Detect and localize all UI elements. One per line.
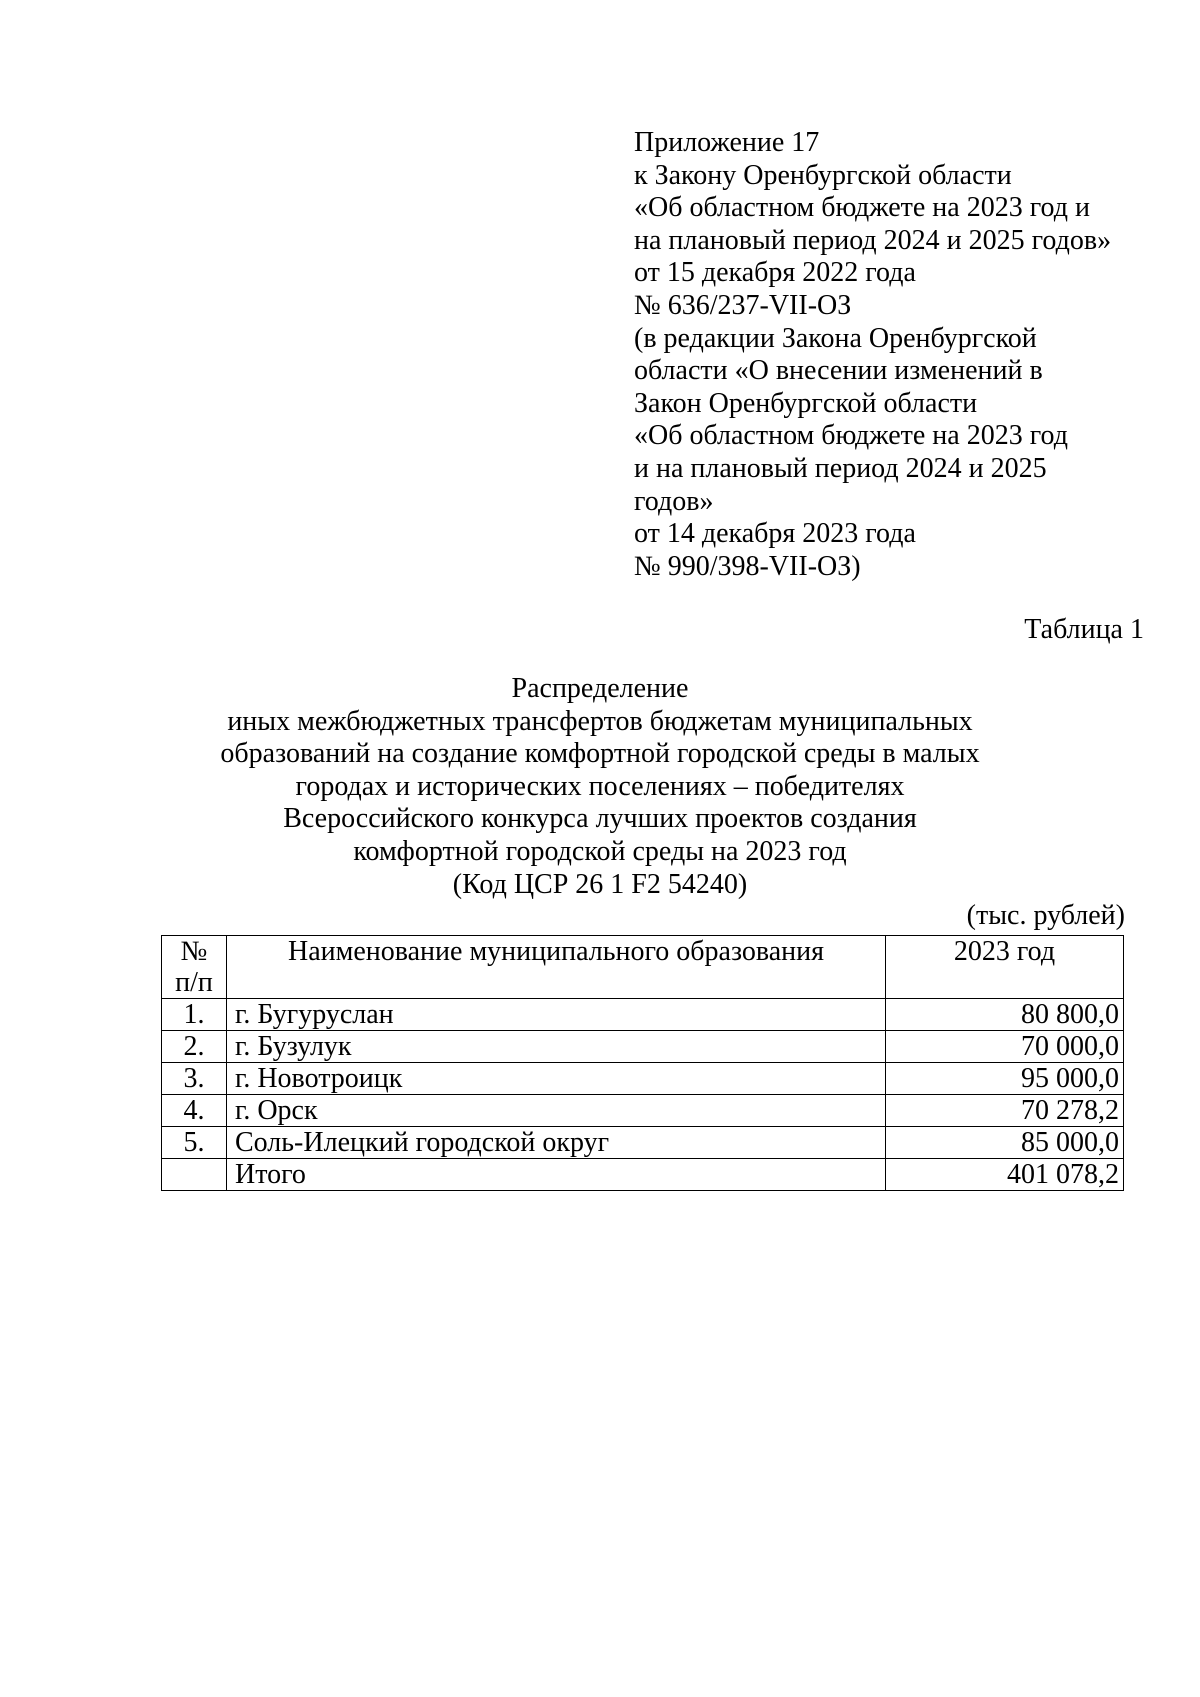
total-label: Итого — [227, 1159, 886, 1191]
appendix-line: на плановый период 2024 и 2025 годов» — [634, 224, 1112, 256]
appendix-line: области «О внесении изменений в — [634, 355, 1043, 387]
table-row — [162, 1063, 1124, 1095]
appendix-line: годов» — [634, 485, 714, 517]
appendix-line: к Закону Оренбургской области — [634, 159, 1012, 191]
row-value: 95 000,0 — [886, 1063, 1124, 1095]
heading-line: городах и исторических поселениях – победителях — [295, 770, 905, 802]
table-header-row — [162, 936, 1124, 999]
total-number — [162, 1159, 227, 1191]
row-number: 3. — [162, 1063, 227, 1095]
heading-line: образований на создание комфортной городской среды в малых — [220, 738, 980, 770]
appendix-line: Закон Оренбургской области — [634, 387, 978, 419]
row-name: г. Бузулук — [227, 1031, 886, 1063]
table-row — [162, 999, 1124, 1031]
appendix-line: № 636/237-VII-ОЗ — [634, 289, 852, 321]
heading-line: Распределение — [511, 673, 689, 704]
appendix-line: № 990/398-VII-ОЗ) — [634, 550, 861, 582]
appendix-line: Приложение 17 — [634, 127, 820, 158]
appendix-line: (в редакции Закона Оренбургской — [634, 322, 1037, 354]
row-number: 4. — [162, 1095, 227, 1127]
row-number: 5. — [162, 1127, 227, 1159]
table-label: Таблица 1 — [1024, 614, 1144, 645]
row-number: 2. — [162, 1031, 227, 1063]
table-row — [162, 1127, 1124, 1159]
row-name: г. Новотроицк — [227, 1063, 886, 1095]
header-number-line1: № — [180, 936, 208, 967]
total-value: 401 078,2 — [886, 1159, 1124, 1191]
header-name: Наименование муниципального образования — [227, 936, 886, 999]
distribution-table — [161, 935, 1124, 1191]
total-row — [162, 1159, 1124, 1191]
appendix-line: от 15 декабря 2022 года — [634, 257, 916, 289]
row-name: г. Бугуруслан — [227, 999, 886, 1031]
row-value: 70 000,0 — [886, 1031, 1124, 1063]
appendix-line: «Об областном бюджете на 2023 год — [634, 420, 1068, 452]
appendix-line: и на плановый период 2024 и 2025 — [634, 452, 1047, 484]
table-row — [162, 1095, 1124, 1127]
header-number — [162, 936, 227, 999]
heading-line: Всероссийского конкурса лучших проектов создания — [283, 803, 917, 835]
header-year: 2023 год — [886, 936, 1124, 999]
row-number: 1. — [162, 999, 227, 1031]
row-name: Соль-Илецкий городской округ — [227, 1127, 886, 1159]
row-value: 70 278,2 — [886, 1095, 1124, 1127]
appendix-line: «Об областном бюджете на 2023 год и — [634, 192, 1090, 224]
appendix-line: от 14 декабря 2023 года — [634, 518, 916, 550]
table-row — [162, 1031, 1124, 1063]
row-name: г. Орск — [227, 1095, 886, 1127]
header-number-line2: п/п — [175, 967, 213, 998]
heading-line: комфортной городской среды на 2023 год — [353, 835, 847, 867]
row-value: 85 000,0 — [886, 1127, 1124, 1159]
units-note: (тыс. рублей) — [966, 900, 1125, 931]
row-value: 80 800,0 — [886, 999, 1124, 1031]
heading-line: (Код ЦСР 26 1 F2 54240) — [452, 868, 748, 900]
heading-line: иных межбюджетных трансфертов бюджетам муниципальных — [227, 705, 973, 737]
document-heading — [0, 673, 1200, 901]
appendix-reference — [634, 127, 1111, 583]
